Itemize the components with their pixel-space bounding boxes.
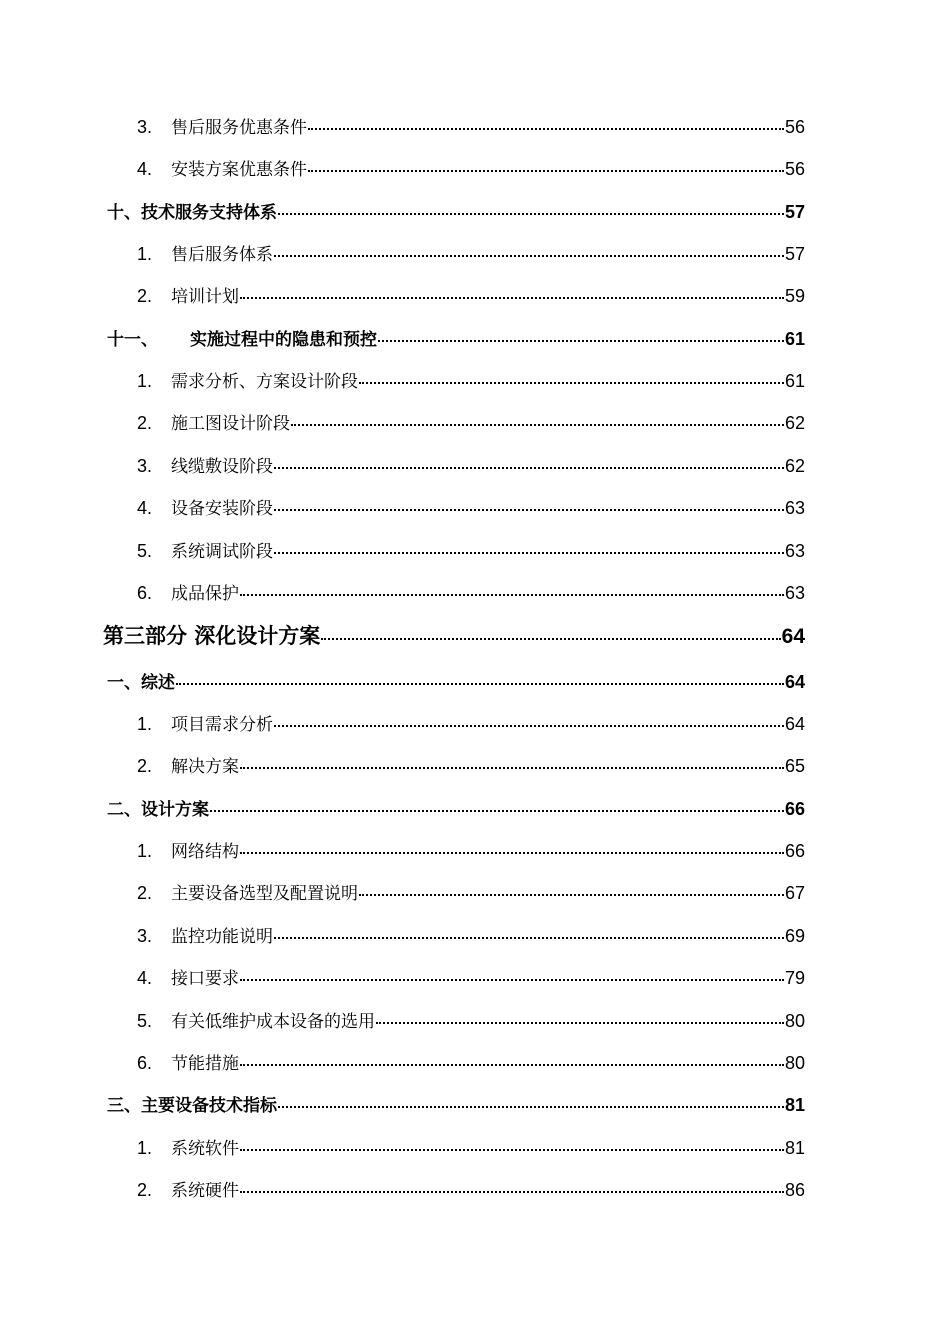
toc-entry-page: 63 <box>784 498 805 518</box>
toc-dot-leader <box>321 638 780 640</box>
toc-entry-page: 81 <box>784 1138 805 1158</box>
toc-entry-title: 十、技术服务支持体系 <box>107 203 277 223</box>
toc-entry-number: 1. <box>137 1138 153 1158</box>
toc-dot-leader <box>308 128 784 130</box>
toc-entry-title: 有关低维护成本设备的选用 <box>171 1012 375 1032</box>
toc-entry-part[interactable] <box>103 625 805 648</box>
toc-entry[interactable] <box>137 1179 805 1202</box>
toc-entry-title: 网络结构 <box>171 842 239 862</box>
toc-dot-leader <box>240 1191 784 1193</box>
toc-entry-number: 2. <box>137 286 153 306</box>
toc-dot-leader <box>240 1149 784 1151</box>
toc-entry-title: 实施过程中的隐患和预控 <box>190 330 377 350</box>
toc-entry-title: 系统软件 <box>171 1139 239 1159</box>
toc-entry-number: 2. <box>137 756 153 776</box>
toc-entry-page: 80 <box>784 1011 805 1031</box>
toc-entry[interactable] <box>137 1052 805 1075</box>
toc-dot-leader <box>176 683 784 685</box>
toc-entry-page: 64 <box>784 672 805 692</box>
toc-entry-number: 4. <box>137 968 153 988</box>
toc-entry[interactable] <box>107 671 805 694</box>
toc-dot-leader <box>274 937 784 939</box>
toc-entry-title: 解决方案 <box>171 757 239 777</box>
toc-entry-number: 3. <box>137 926 153 946</box>
toc-entry-page: 67 <box>784 883 805 903</box>
toc-entry[interactable] <box>137 1010 805 1033</box>
toc-entry-title: 设备安装阶段 <box>171 499 273 519</box>
toc-entry-page: 63 <box>784 583 805 603</box>
toc-entry-title: 售后服务优惠条件 <box>171 118 307 138</box>
toc-entry-page: 80 <box>784 1053 805 1073</box>
toc-entry[interactable] <box>107 328 805 351</box>
toc-entry-number: 1. <box>137 714 153 734</box>
toc-dot-leader <box>376 1022 784 1024</box>
toc-entry[interactable] <box>137 882 805 905</box>
toc-entry-number: 5. <box>137 1011 153 1031</box>
toc-entry-number: 3. <box>137 117 153 137</box>
toc-entry-title: 系统调试阶段 <box>171 542 273 562</box>
toc-entry-title: 一、综述 <box>107 673 175 693</box>
toc-entry-title: 系统硬件 <box>171 1181 239 1201</box>
toc-entry-title: 施工图设计阶段 <box>171 414 290 434</box>
toc-entry-page: 57 <box>784 244 805 264</box>
toc-entry[interactable] <box>137 755 805 778</box>
toc-entry-title: 安装方案优惠条件 <box>171 160 307 180</box>
toc-dot-leader <box>278 1106 784 1108</box>
toc-entry-title: 项目需求分析 <box>171 715 273 735</box>
toc-dot-leader <box>240 297 784 299</box>
toc-entry-title: 需求分析、方案设计阶段 <box>171 372 358 392</box>
toc-entry[interactable] <box>137 412 805 435</box>
toc-entry-number: 1. <box>137 371 153 391</box>
toc-entry-title: 培训计划 <box>171 287 239 307</box>
toc-entry[interactable] <box>137 1137 805 1160</box>
toc-entry-title: 第三部分 深化设计方案 <box>103 624 321 648</box>
toc-entry[interactable] <box>137 967 805 990</box>
toc-dot-leader <box>274 725 784 727</box>
toc-entry-title: 节能措施 <box>171 1054 239 1074</box>
toc-entry-page: 86 <box>784 1180 805 1200</box>
toc-entry-number: 2. <box>137 1180 153 1200</box>
toc-dot-leader <box>210 810 784 812</box>
toc-entry-page: 61 <box>784 371 805 391</box>
toc-dot-leader <box>274 509 784 511</box>
toc-entry-title: 三、主要设备技术指标 <box>107 1096 277 1116</box>
toc-entry[interactable] <box>107 201 805 224</box>
toc-entry-page: 63 <box>784 541 805 561</box>
toc-dot-leader <box>378 340 784 342</box>
toc-dot-leader <box>274 467 784 469</box>
toc-dot-leader <box>278 213 784 215</box>
toc-entry-page: 62 <box>784 456 805 476</box>
toc-entry-number: 2. <box>137 413 153 433</box>
toc-entry-title: 接口要求 <box>171 969 239 989</box>
toc-dot-leader <box>359 382 784 384</box>
toc-entry[interactable] <box>137 285 805 308</box>
toc-entry[interactable] <box>137 840 805 863</box>
toc-entry-number: 4. <box>137 498 153 518</box>
toc-entry-number: 十一、 <box>107 330 158 350</box>
toc-entry[interactable] <box>137 540 805 563</box>
toc-entry-number: 6. <box>137 1053 153 1073</box>
toc-entry-page: 56 <box>784 159 805 179</box>
toc-entry-page: 66 <box>784 799 805 819</box>
toc-entry-number: 5. <box>137 541 153 561</box>
toc-entry-page: 59 <box>784 286 805 306</box>
toc-dot-leader <box>308 170 784 172</box>
toc-dot-leader <box>291 424 784 426</box>
toc-entry-page: 61 <box>784 329 805 349</box>
toc-entry[interactable] <box>137 925 805 948</box>
toc-entry-number: 1. <box>137 841 153 861</box>
toc-entry-page: 66 <box>784 841 805 861</box>
toc-dot-leader <box>240 1064 784 1066</box>
toc-entry-number: 4. <box>137 159 153 179</box>
toc-entry-number: 6. <box>137 583 153 603</box>
toc-dot-leader <box>240 852 784 854</box>
toc-entry[interactable] <box>107 798 805 821</box>
toc-entry-number: 1. <box>137 244 153 264</box>
toc-dot-leader <box>240 979 784 981</box>
toc-entry-page: 69 <box>784 926 805 946</box>
toc-dot-leader <box>274 255 784 257</box>
toc-dot-leader <box>274 552 784 554</box>
toc-entry-title: 成品保护 <box>171 584 239 604</box>
toc-entry[interactable] <box>107 1094 805 1117</box>
toc-entry-number: 2. <box>137 883 153 903</box>
toc-entry-title: 售后服务体系 <box>171 245 273 265</box>
toc-entry[interactable] <box>137 497 805 520</box>
toc-entry-page: 62 <box>784 413 805 433</box>
toc-entry-title: 监控功能说明 <box>171 927 273 947</box>
toc-dot-leader <box>240 767 784 769</box>
toc-entry-number: 3. <box>137 456 153 476</box>
toc-dot-leader <box>359 894 784 896</box>
toc-entry[interactable] <box>137 116 805 139</box>
toc-entry-page: 56 <box>784 117 805 137</box>
toc-entry-page: 64 <box>781 625 805 648</box>
toc-entry-page: 65 <box>784 756 805 776</box>
toc-entry[interactable] <box>137 713 805 736</box>
toc-entry[interactable] <box>137 455 805 478</box>
toc-dot-leader <box>240 594 784 596</box>
toc-entry[interactable] <box>137 158 805 181</box>
toc-entry[interactable] <box>137 243 805 266</box>
toc-entry-title: 线缆敷设阶段 <box>171 457 273 477</box>
toc-entry-page: 81 <box>784 1095 805 1115</box>
toc-entry[interactable] <box>137 582 805 605</box>
toc-entry-title: 二、设计方案 <box>107 800 209 820</box>
toc-entry-title: 主要设备选型及配置说明 <box>171 884 358 904</box>
toc-entry-page: 57 <box>784 202 805 222</box>
toc-entry[interactable] <box>137 370 805 393</box>
toc-entry-page: 64 <box>784 714 805 734</box>
toc-entry-page: 79 <box>784 968 805 988</box>
